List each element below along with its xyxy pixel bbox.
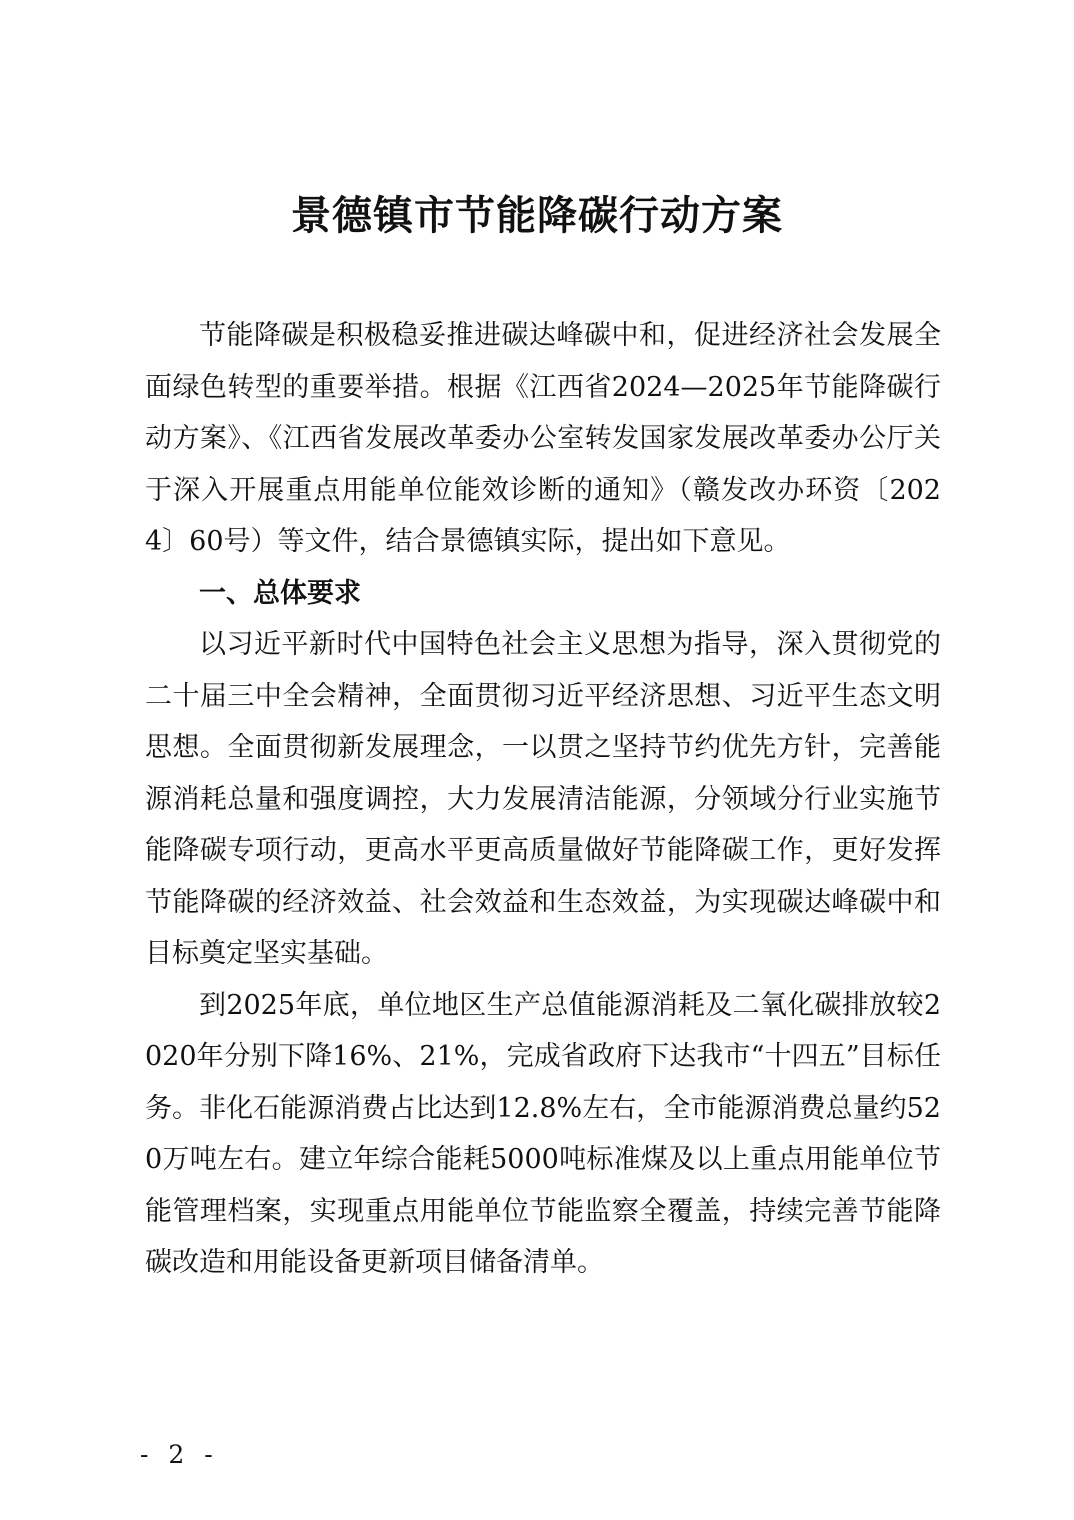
document-body — [145, 310, 941, 1289]
section-heading-general-requirements: 一、总体要求 — [199, 577, 361, 609]
page-title: 景德镇市节能降碳行动方案 — [291, 192, 783, 239]
page-number: - 2 - — [140, 1440, 219, 1469]
guiding-ideology-paragraph: 以习近平新时代中国特色社会主义思想为指导，深入贯彻党的二十届三中全会精神，全面贯彻习近平经济思想、习近平生态文明思想。全面贯彻新发展理念，一以贯之坚持节约优先方针，完善能源消耗总量和强度调控，大力发展清洁能源，分领域分行业实施节能降碳专项行动，更高水平更高质量做好节能降碳工作，更好发挥节能降碳的经济效益、社会效益和生态效益，为实现碳达峰碳中和目标奠定坚实基础。 — [145, 629, 941, 969]
targets-paragraph: 到2025年底，单位地区生产总值能源消耗及二氧化碳排放较2020年分别下降16%、21%，完成省政府下达我市“十四五”目标任务。非化石能源消费占比达到12.8%左右，全市能源消费总量约520万吨左右。建立年综合能耗5000吨标准煤及以上重点用能单位节能管理档案，实现重点用能单位节能监察全覆盖，持续完善节能降碳改造和用能设备更新项目储备清单。 — [145, 989, 941, 1278]
intro-paragraph: 节能降碳是积极稳妥推进碳达峰碳中和，促进经济社会发展全面绿色转型的重要举措。根据《江西省2024—2025年节能降碳行动方案》、《江西省发展改革委办公室转发国家发展改革委办公厅关于深入开展重点用能单位能效诊断的通知》（赣发改办环资〔2024〕60号）等文件，结合景德镇实际，提出如下意见。 — [145, 320, 941, 557]
